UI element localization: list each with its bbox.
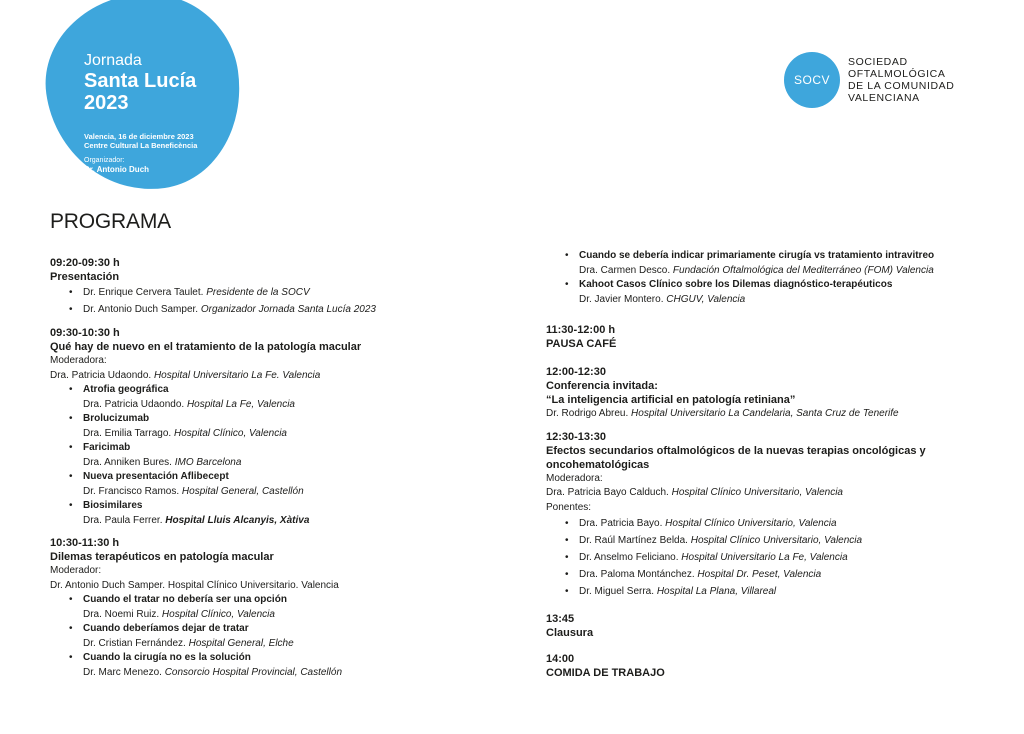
moderator-label: Moderadora:: [546, 472, 603, 484]
speaker-name: Dr. Antonio Duch Samper.: [83, 304, 199, 315]
speaker-name: Dr. Rodrigo Abreu.: [546, 408, 629, 419]
talk-title: • Cuando el tratar no debería ser una opción: [83, 594, 287, 605]
list-item: [546, 549, 976, 566]
speaker-place: Fundación Oftalmológica del Mediterráneo (FOM) Valencia: [672, 264, 934, 276]
speaker-name: Dr. Anselmo Feliciano.: [579, 552, 679, 563]
speaker-name: Dra. Patricia Bayo.: [579, 518, 663, 529]
list-item: [546, 583, 976, 600]
organizer-label: Organizador:: [84, 157, 125, 164]
speaker-role: Presidente de la SOCV: [206, 287, 310, 298]
event-header: [84, 52, 197, 174]
session-time: 13:45: [546, 613, 575, 625]
speaker-place: Hospital Clínico Universitario, Valencia: [665, 518, 837, 529]
speaker-name: Dr. Cristian Fernández.: [83, 637, 186, 649]
speaker-place: Hospital Universitario La Candelaria, Santa Cruz de Tenerife: [631, 408, 899, 419]
speaker-place: Hospital Lluis Alcanyis, Xàtiva: [165, 514, 310, 526]
socv-logo-mark: SOCV: [784, 52, 840, 108]
speaker-place: Consorcio Hospital Provincial, Castellón: [164, 666, 343, 678]
speaker-place: CHGUV, Valencia: [666, 293, 746, 305]
moderator-line: Dr. Antonio Duch Samper. Hospital Clínico Universitario. Valencia: [50, 579, 339, 591]
socv-logo: [784, 52, 954, 108]
list-item: [546, 249, 976, 278]
speaker-list: [546, 515, 976, 600]
session-time: 12:30-13:30: [546, 430, 606, 443]
list-item: [50, 470, 490, 499]
speaker-name: Dr. Marc Menezo.: [83, 666, 162, 678]
list-item: [546, 278, 976, 307]
moderator: [50, 369, 490, 384]
organizer-name: Dr. Antonio Duch: [84, 165, 150, 174]
speaker-name: Dra. Paula Ferrer.: [83, 514, 163, 526]
event-date: Valencia, 16 de diciembre 2023: [84, 132, 194, 141]
list-item: [50, 651, 490, 680]
speaker-place: IMO Barcelona: [174, 456, 242, 468]
talk-title: • Cuando la cirugía no es la solución: [83, 652, 251, 663]
speaker-place: Hospital Clínico, Valencia: [161, 608, 275, 620]
talk-title: • Cuando deberíamos dejar de tratar: [83, 623, 249, 634]
list-item: [546, 532, 976, 549]
ponentes-label: Ponentes:: [546, 501, 592, 513]
speaker-name: Dra. Emilia Tarrago.: [83, 427, 172, 439]
list-item: [50, 622, 490, 651]
speaker-place: Hospital Clínico, Valencia: [173, 427, 287, 439]
session-break: [546, 323, 976, 351]
session-time: 10:30-11:30 h: [50, 537, 120, 549]
speaker-place: Hospital Universitario La Fe, Valencia: [681, 552, 848, 563]
talk-title: • Biosimilares: [83, 500, 143, 511]
list-item: [546, 515, 976, 532]
session-title: Dilemas terapéuticos en patología macular: [50, 551, 274, 563]
talk-list: [50, 383, 490, 528]
moderator-label: Moderadora:: [50, 355, 107, 366]
speaker-name: Dra. Paloma Montánchez.: [579, 569, 695, 580]
speaker-place: Hospital General, Castellón: [181, 485, 304, 497]
session-title: PAUSA CAFÉ: [546, 338, 617, 350]
session-time: 14:00: [546, 653, 575, 665]
talk-list: [50, 593, 490, 680]
event-venue: Centre Cultural La Beneficència: [84, 141, 198, 150]
session-efectos: [546, 430, 976, 601]
session-clausura: [546, 612, 976, 640]
event-title-line1: Jornada: [84, 52, 142, 69]
speaker-name: Dr. Francisco Ramos.: [83, 485, 180, 497]
talk-title: • Nueva presentación Aflibecept: [83, 471, 229, 482]
talk-title: • Kahoot Casos Clínico sobre los Dilemas diagnóstico-terapéuticos: [579, 279, 893, 290]
speaker-place: Hospital Dr. Peset, Valencia: [697, 569, 822, 580]
speaker-name: Dra. Carmen Desco.: [579, 264, 671, 276]
session-time: 11:30-12:00 h: [546, 324, 616, 336]
speaker-role: Organizador Jornada Santa Lucía 2023: [200, 304, 376, 315]
session-dilemas: [50, 536, 490, 680]
session-title: Conferencia invitada:: [546, 380, 658, 392]
page-title: PROGRAMA: [50, 210, 171, 233]
list-item: [50, 441, 490, 470]
moderator-name: Dra. Patricia Udaondo.: [50, 369, 152, 381]
session-time: 12:00-12:30: [546, 366, 606, 378]
talk-title: • Cuando se debería indicar primariamente cirugía vs tratamiento intravitreo: [579, 250, 935, 261]
speaker-name: Dr. Javier Montero.: [579, 293, 664, 305]
speaker-place: Hospital General, Elche: [188, 637, 294, 649]
event-title-line2: Santa Lucía: [84, 70, 197, 92]
session-time: 09:20-09:30 h: [50, 257, 120, 269]
session-presentacion: [50, 256, 490, 318]
session-dilemas-cont: [546, 249, 976, 307]
session-title: Qué hay de nuevo en el tratamiento de la patología macular: [50, 341, 362, 353]
moderator-place: Hospital Universitario La Fe. Valencia: [153, 369, 321, 381]
speaker-name: Dr. Miguel Serra.: [579, 586, 655, 597]
logo-line: VALENCIANA: [848, 92, 920, 104]
speaker-name: Dr. Raúl Martínez Belda.: [579, 535, 688, 546]
list-item: [50, 412, 490, 441]
moderator-name: Dra. Patricia Bayo Calduch.: [546, 487, 669, 498]
speaker-name: Dr. Enrique Cervera Taulet.: [83, 287, 204, 298]
speaker: [546, 407, 976, 422]
socv-logo-text: [848, 56, 954, 104]
list-item: [50, 593, 490, 622]
talk-title: • Atrofia geográfica: [83, 384, 169, 395]
session-comida: [546, 652, 976, 680]
speaker-place: Hospital La Plana, Villareal: [656, 586, 777, 597]
program-right-column: [546, 249, 976, 688]
speaker-name: Dra. Patricia Udaondo.: [83, 398, 185, 410]
session-conferencia: [546, 365, 976, 422]
session-title: COMIDA DE TRABAJO: [546, 667, 665, 679]
speaker-name: Dra. Anniken Bures.: [83, 456, 172, 468]
speaker-name: Dra. Noemi Ruiz.: [83, 608, 160, 620]
speaker-list: [50, 284, 490, 318]
logo-line: DE LA COMUNIDAD: [848, 80, 955, 92]
list-item: [50, 284, 490, 301]
moderator: [546, 486, 976, 501]
speaker-place: Hospital La Fe, Valencia: [186, 398, 295, 410]
session-title: Efectos secundarios oftalmológicos de la nuevas terapias oncológicas y oncohematológicas: [546, 444, 926, 471]
list-item: [50, 383, 490, 412]
session-patologia-macular: [50, 326, 490, 528]
session-time: 09:30-10:30 h: [50, 327, 120, 339]
talk-list: [546, 249, 976, 307]
moderator-place: Hospital Clínico Universitario, Valencia: [671, 487, 843, 498]
list-item: [546, 566, 976, 583]
list-item: [50, 301, 490, 318]
talk-title: • Faricimab: [83, 442, 131, 453]
talk-title: • Brolucizumab: [83, 413, 150, 424]
speaker-place: Hospital Clínico Universitario, Valencia: [690, 535, 863, 546]
list-item: [50, 499, 490, 528]
session-title: Presentación: [50, 271, 120, 283]
moderator-label: Moderador:: [50, 565, 102, 576]
event-year: 2023: [84, 92, 129, 114]
conference-topic: “La inteligencia artificial en patología retiniana”: [546, 394, 796, 406]
logo-line: SOCIEDAD: [848, 56, 908, 68]
session-title: Clausura: [546, 627, 594, 639]
logo-line: OFTALMOLÓGICA: [848, 68, 946, 80]
program-left-column: [50, 256, 490, 688]
